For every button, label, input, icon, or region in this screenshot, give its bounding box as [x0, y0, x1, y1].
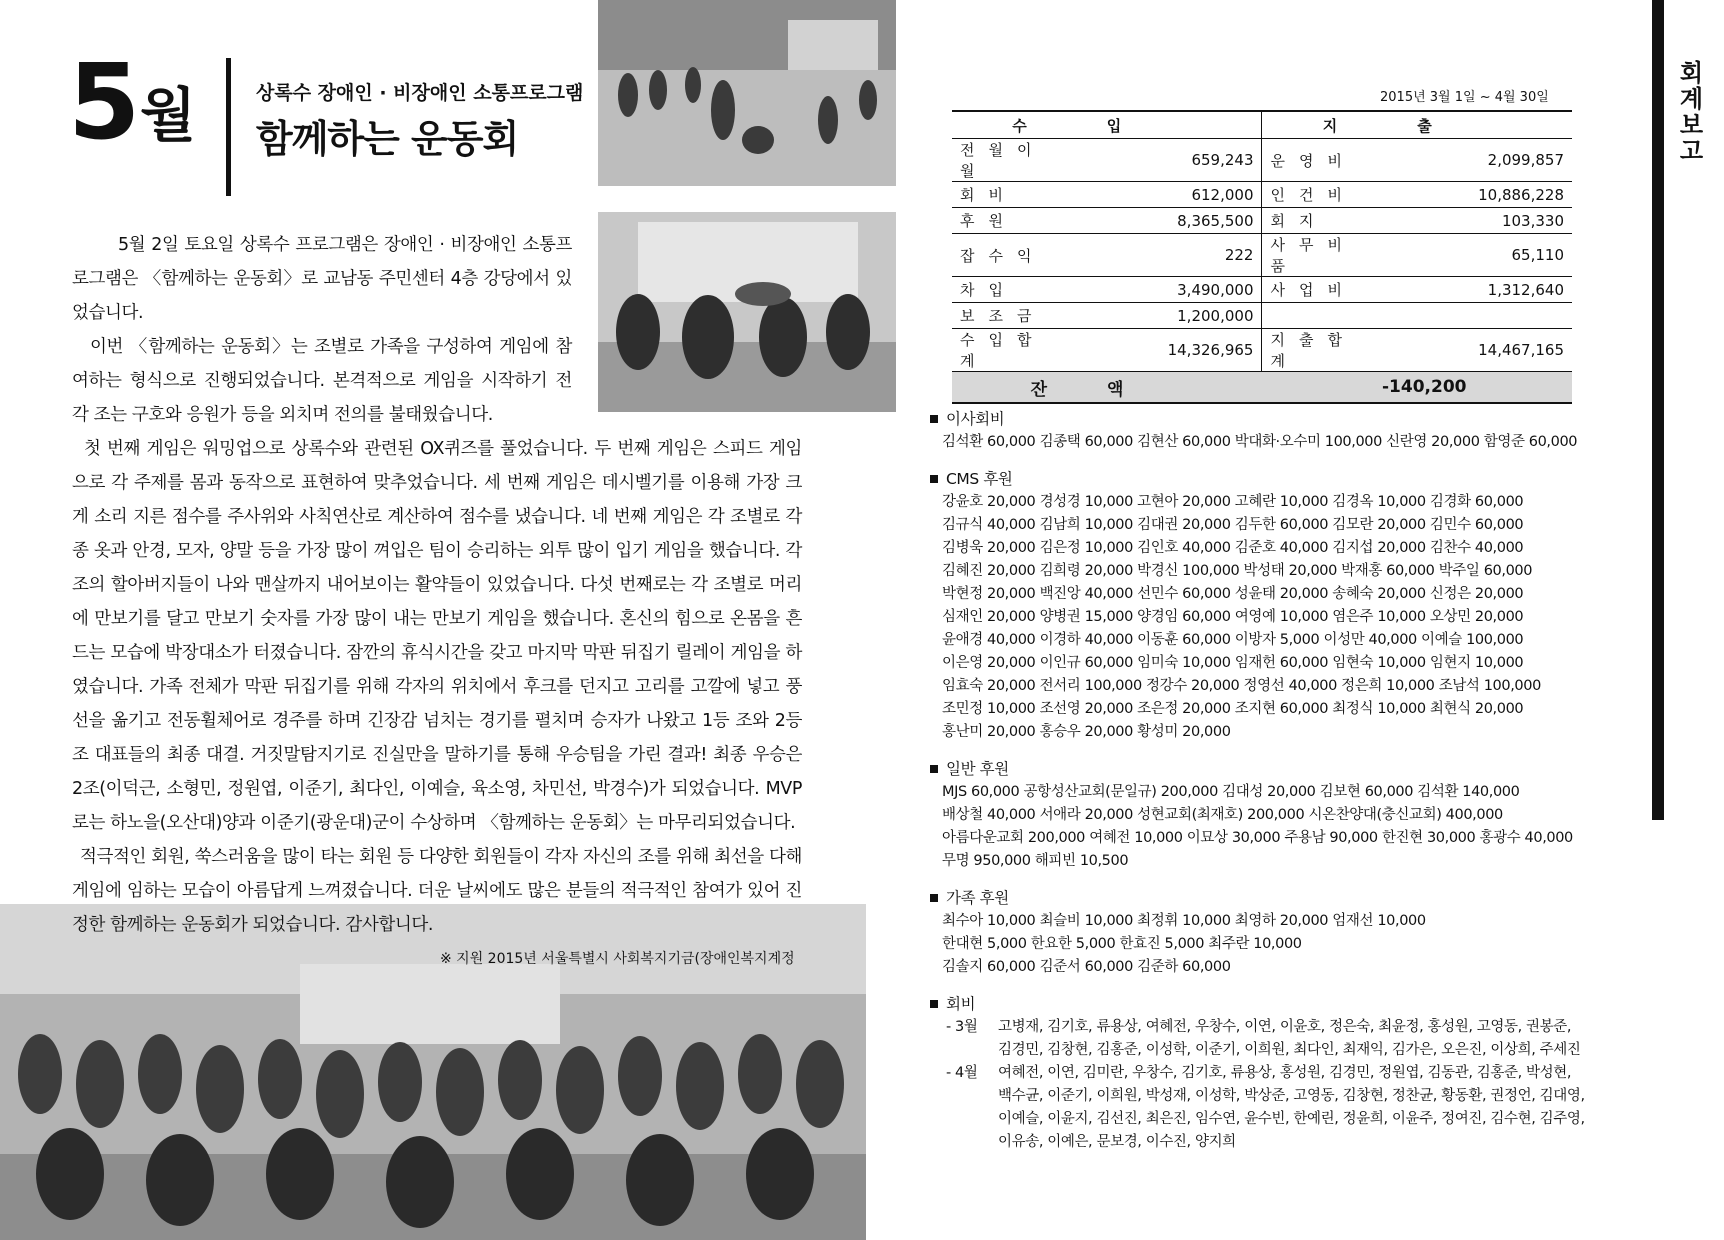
expense-label: 사업비: [1262, 277, 1381, 303]
expense-value: 65,110: [1381, 234, 1572, 277]
section-label: 회계보고: [1675, 60, 1703, 164]
general-section: [930, 758, 1650, 873]
month-unit: 월: [140, 81, 197, 149]
table-row: [952, 234, 1572, 277]
expense-label: [1262, 303, 1381, 329]
income-value: 659,243: [1071, 139, 1262, 182]
section-heading: CMS 후원: [930, 468, 1650, 491]
article-body: [72, 228, 802, 942]
section-heading: 가족 후원: [930, 887, 1650, 910]
membership-march: [930, 1016, 1650, 1062]
expense-label: 사무비품: [1262, 234, 1381, 277]
list-item: 이유송, 이예은, 문보경, 이수진, 양지희: [998, 1134, 1236, 1150]
list-item: 김혜진 20,000 김희령 20,000 박경신 100,000 박성태 20,000 박재홍 60,000 박주일 60,000: [942, 563, 1533, 579]
list-item: 배상철 40,000 서애라 20,000 성현교회(최재호) 200,000 시온찬양대(충신교회) 400,000: [942, 807, 1503, 823]
income-value: 3,490,000: [1071, 277, 1262, 303]
list-item: 김규식 40,000 김남희 10,000 김대권 20,000 김두한 60,000 김모란 20,000 김민수 60,000: [942, 517, 1524, 533]
bullet-square-icon: [930, 894, 938, 902]
table-row: [952, 303, 1572, 329]
membership-april: [930, 1062, 1650, 1154]
balance-row: [952, 372, 1572, 404]
list-item: 김병욱 20,000 김은정 10,000 김인호 40,000 김준호 40,000 김지섭 20,000 김찬수 40,000: [942, 540, 1524, 556]
expense-value: 103,330: [1381, 208, 1572, 234]
finance-table: [952, 110, 1572, 404]
income-total-label: 수입합계: [952, 329, 1071, 372]
expense-value: 10,886,228: [1381, 182, 1572, 208]
expense-value: [1381, 303, 1572, 329]
income-total-value: 14,326,965: [1071, 329, 1262, 372]
expense-label: 운영비: [1262, 139, 1381, 182]
list-item: 한대현 5,000 한요한 5,000 한효진 5,000 최주란 10,000: [942, 936, 1302, 952]
donor-lists: [930, 408, 1650, 1168]
income-value: 222: [1071, 234, 1262, 277]
membership-section: [930, 993, 1650, 1154]
bullet-square-icon: [930, 415, 938, 423]
expense-label: 인건비: [1262, 182, 1381, 208]
article-paragraph: 이번 〈함께하는 운동회〉는 조별로 가족을 구성하여 게임에 참여하는 형식으로 진행되었습니다. 본격적으로 게임을 시작하기 전 각 조는 구호와 응원가 등을 외치며 전의를 불태웠습니다.: [72, 337, 572, 425]
finance-header-row: [952, 111, 1572, 139]
cms-section: [930, 468, 1650, 744]
table-row: [952, 329, 1572, 372]
expense-total-label: 지출합계: [1262, 329, 1381, 372]
table-row: [952, 139, 1572, 182]
expense-header: 지출: [1262, 111, 1572, 139]
list-item: 심재인 20,000 양병권 15,000 양경임 60,000 여영예 10,000 염은주 10,000 오상민 20,000: [942, 609, 1524, 625]
balance-label: 잔액: [952, 372, 1262, 404]
table-row: [952, 277, 1572, 303]
list-item: 이예슬, 이윤지, 김선진, 최은진, 임수연, 윤수빈, 한예린, 정윤희, 이윤주, 정여진, 김수현, 김주영,: [998, 1111, 1585, 1127]
list-item: 강윤호 20,000 경성경 10,000 고현아 20,000 고혜란 10,000 김경옥 10,000 김경화 60,000: [942, 494, 1524, 510]
income-label: 차입: [952, 277, 1071, 303]
list-item: 아름다운교회 200,000 여혜전 10,000 이묘상 30,000 주용남 90,000 한진현 30,000 홍광수 40,000: [942, 830, 1573, 846]
list-item: 백수균, 이준기, 이희원, 박성재, 이성학, 박상준, 고영동, 김창현, 정찬균, 황동환, 권정언, 김대영,: [998, 1088, 1585, 1104]
article-paragraph: 첫 번째 게임은 워밍업으로 상록수와 관련된 OX퀴즈를 풀었습니다. 두 번째 게임은 스피드 게임으로 각 주제를 몸과 동작으로 표현하여 맞추었습니다. 세 번째 게임은 데시벨기를 이용해 가장 크게 소리 지른 점수를 주사위와 사칙연산로 계산하여 점수를 냈습니다. 네 번째 게임은 각 조별로 각종 옷과 안경, 모자, 양말 등을 가장 많이 껴입은 팀이 승리하는 외투 많이 입기 게임을 했습니다. 각 조의 할아버지들이 나와 맨살까지 내어보이는 활약들이 있었습니다. 다섯 번째로는 각 조별로 머리에 만보기를 달고 만보기 숫자를 가장 많이 내는 만보기 게임을 했습니다. 혼신의 힘으로 온몸을 흔드는 모습에 박장대소가 터졌습니다. 잠깐의 휴식시간을 갖고 마지막 막판 뒤집기 릴레이 게임을 하였습니다. 가족 전체가 막판 뒤집기를 위해 각자의 위치에서 후크를 던지고 고리를 고깔에 넣고 풍선을 옮기고 전동휠체어로 경주를 하며 긴장감 넘치는 경기를 펼치며 승자가 나왔고 1등 조와 2등 조 대표들의 최종 대결. 거짓말탐지기로 진실만을 말하기를 통해 우승팀을 가린 결과! 최종 우승은 2조(이덕근, 소형민, 정원엽, 이준기, 최다인, 이예슬, 육소영, 차민선, 박경수)가 되었습니다. MVP로는 하노을(오산대)양과 이준기(광운대)군이 수상하며 〈함께하는 운동회〉는 마무리되었습니다.: [72, 439, 802, 833]
list-item: 홍난미 20,000 홍승우 20,000 황성미 20,000: [942, 724, 1231, 740]
report-period: 2015년 3월 1일 ~ 4월 30일: [1380, 90, 1549, 105]
list-item: 무명 950,000 해피빈 10,500: [942, 853, 1129, 869]
list-item: 고병재, 김기호, 류용상, 여혜전, 우창수, 이연, 이윤호, 정은숙, 최윤정, 홍성원, 고영동, 권봉준,: [998, 1019, 1572, 1035]
section-heading: 회비: [930, 993, 1650, 1016]
income-value: 1,200,000: [1071, 303, 1262, 329]
income-value: 612,000: [1071, 182, 1262, 208]
list-item: 임효숙 20,000 전서리 100,000 정강수 20,000 정영선 40,000 정은희 10,000 조남석 100,000: [942, 678, 1541, 694]
section-heading: 이사회비: [930, 408, 1650, 431]
income-label: 보조금: [952, 303, 1071, 329]
list-item: 조민정 10,000 조선영 20,000 조은정 20,000 조지현 60,000 최정식 10,000 최현식 20,000: [942, 701, 1524, 717]
bullet-square-icon: [930, 1000, 938, 1008]
list-item: 최수아 10,000 최슬비 10,000 최정휘 10,000 최영하 20,000 엄재선 10,000: [942, 913, 1426, 929]
header-divider: [226, 58, 231, 196]
side-bar: [1652, 0, 1664, 820]
list-item: 김석환 60,000 김종택 60,000 김현산 60,000 박대화·오수미 100,000 신란영 20,000 함영준 60,000: [942, 434, 1578, 450]
expense-value: 2,099,857: [1381, 139, 1572, 182]
month-tag: - 3월: [946, 1019, 978, 1035]
income-value: 8,365,500: [1071, 208, 1262, 234]
list-item: 박현정 20,000 백진앙 40,000 선민수 60,000 성윤태 20,000 송혜숙 20,000 신정은 20,000: [942, 586, 1524, 602]
list-item: 윤애경 40,000 이경하 40,000 이동훈 60,000 이방자 5,000 이성만 40,000 이예슬 100,000: [942, 632, 1524, 648]
list-item: 김경민, 김창현, 김홍준, 이성학, 이준기, 이희원, 최다인, 최재익, 김가은, 오은진, 이상희, 주세진: [998, 1042, 1581, 1058]
section-heading: 일반 후원: [930, 758, 1650, 781]
expense-value: 1,312,640: [1381, 277, 1572, 303]
month-tag: - 4월: [946, 1065, 978, 1081]
income-label: 전월이월: [952, 139, 1071, 182]
income-label: 잡수익: [952, 234, 1071, 277]
list-item: 이은영 20,000 이인규 60,000 임미숙 10,000 임재헌 60,000 임현숙 10,000 임현지 10,000: [942, 655, 1524, 671]
income-label: 후원: [952, 208, 1071, 234]
article-paragraph: 적극적인 회원, 쑥스러움을 많이 타는 회원 등 다양한 회원들이 각자 자신의 조를 위해 최선을 다해 게임에 임하는 모습이 아름답게 느껴졌습니다. 더운 날씨에도 많은 분들의 적극적인 참여가 있어 진정한 함께하는 운동회가 되었습니다. 감사합니다.: [72, 847, 802, 935]
table-row: [952, 182, 1572, 208]
balance-value: -140,200: [1262, 372, 1572, 404]
article-paragraph: 5월 2일 토요일 상록수 프로그램은 장애인 · 비장애인 소통프로그램은 〈함께하는 운동회〉로 교남동 주민센터 4층 강당에서 있었습니다.: [72, 235, 572, 323]
photo-gym-game: [598, 0, 896, 186]
family-section: [930, 887, 1650, 979]
table-row: [952, 208, 1572, 234]
list-item: MJS 60,000 공항성산교회(문일규) 200,000 김대성 20,000 김보현 60,000 김석환 140,000: [942, 784, 1520, 800]
bullet-square-icon: [930, 765, 938, 773]
board-section: [930, 408, 1650, 454]
expense-total-value: 14,467,165: [1381, 329, 1572, 372]
support-note: ※ 지원 2015년 서울특별시 사회복지기금(장애인복지계정: [440, 951, 795, 967]
article-subtitle: 상록수 장애인 · 비장애인 소통프로그램: [256, 82, 584, 104]
expense-label: 회지: [1262, 208, 1381, 234]
income-label: 회비: [952, 182, 1071, 208]
list-item: 김솔지 60,000 김준서 60,000 김준하 60,000: [942, 959, 1231, 975]
bullet-square-icon: [930, 475, 938, 483]
article-title: 함께하는 운동회: [256, 117, 519, 161]
income-header: 수입: [952, 111, 1262, 139]
list-item: 여혜전, 이연, 김미란, 우창수, 김기호, 류용상, 홍성원, 김경민, 정원엽, 김동관, 김홍준, 박성현,: [998, 1065, 1572, 1081]
month-number: 5: [68, 41, 137, 163]
